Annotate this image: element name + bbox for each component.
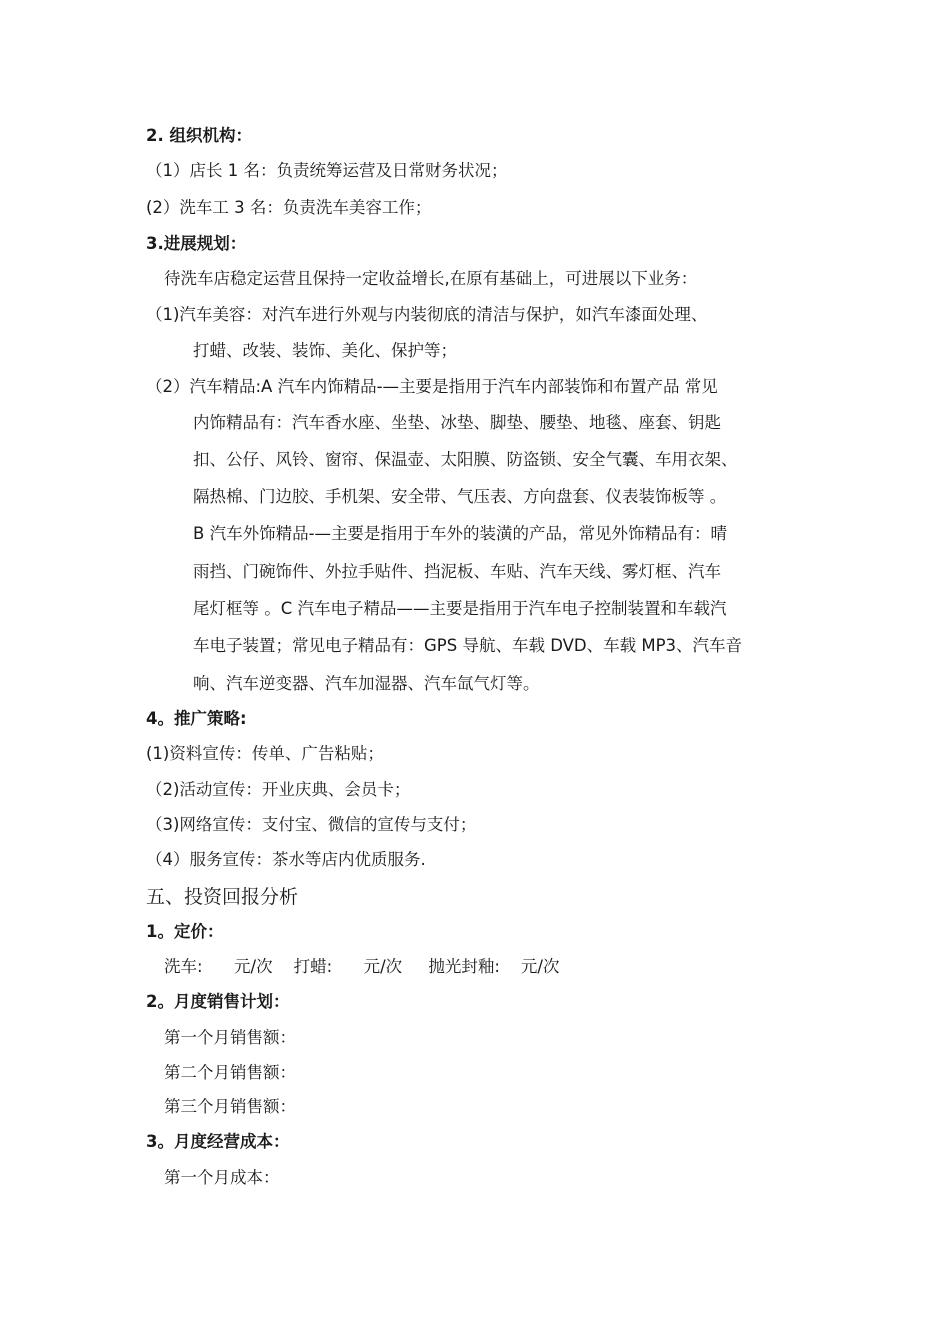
sales-heading: 2。月度销售计划： xyxy=(146,992,290,1011)
promo-item-2: （2)活动宣传：开业庆典、会员卡； xyxy=(146,780,411,799)
plan-intro: 待洗车店稳定运营且保持一定收益增长,在原有基础上，可进展以下业务： xyxy=(164,269,698,288)
plan-item2-line-8: 车电子装置；常见电子精品有：GPS 导航、车载 DVD、车载 MP3、汽车音 xyxy=(193,636,743,655)
sales-item-1: 第一个月销售额： xyxy=(164,1028,296,1047)
plan-item2-line-9: 响、汽车逆变器、汽车加湿器、汽车氙气灯等。 xyxy=(193,674,540,693)
org-item-2: (2）洗车工 3 名：负责洗车美容工作； xyxy=(146,198,432,217)
pricing-line: 洗车: 元/次 打蜡: 元/次 抛光封釉: 元/次 xyxy=(164,957,560,976)
plan-item2-line-3: 扣、公仔、风铃、窗帘、保温壶、太阳膜、防盗锁、安全气囊、车用衣架、 xyxy=(193,450,738,469)
plan-item1-line-2: 打蜡、改装、装饰、美化、保护等； xyxy=(193,341,457,360)
plan-item2-line-1: （2）汽车精品:A 汽车内饰精品-—主要是指用于汽车内部装饰和布置产品 常见 xyxy=(146,377,718,396)
sales-item-3: 第三个月销售额： xyxy=(164,1097,296,1116)
plan-item1-line-1: （1)汽车美容：对汽车进行外观与内装彻底的清洁与保护，如汽车漆面处理、 xyxy=(146,305,708,324)
pricing-heading: 1。定价： xyxy=(146,922,224,941)
section5-title: 五、投资回报分析 xyxy=(146,886,299,908)
org-item-1: （1）店长 1 名：负责统筹运营及日常财务状况； xyxy=(146,161,508,180)
plan-item2-line-6: 雨挡、门碗饰件、外拉手贴件、挡泥板、车贴、汽车天线、雾灯框、汽车 xyxy=(193,562,721,581)
costs-item-1: 第一个月成本： xyxy=(164,1168,280,1187)
plan-item2-line-4: 隔热棉、门边胶、手机架、安全带、气压表、方向盘套、仪表装饰板等 。 xyxy=(193,487,727,506)
promo-heading: 4。推广策略: xyxy=(146,709,247,728)
costs-heading: 3。月度经营成本： xyxy=(146,1132,290,1151)
plan-heading: 3.进展规划： xyxy=(146,234,247,253)
plan-item2-line-5: B 汽车外饰精品-—主要是指用于车外的装潢的产品，常见外饰精品有：晴 xyxy=(193,524,728,543)
promo-item-3: （3)网络宣传：支付宝、微信的宣传与支付； xyxy=(146,815,477,834)
promo-item-1: (1)资料宣传：传单、广告粘贴； xyxy=(146,744,384,763)
org-heading: 2. 组织机构： xyxy=(146,126,252,145)
plan-item2-line-2: 内饰精品有：汽车香水座、坐垫、冰垫、脚垫、腰垫、地毯、座套、钥匙 xyxy=(193,413,721,432)
sales-item-2: 第二个月销售额： xyxy=(164,1063,296,1082)
plan-item2-line-7: 尾灯框等 。C 汽车电子精品——主要是指用于汽车电子控制装置和车载汽 xyxy=(193,599,727,618)
promo-item-4: （4）服务宣传：茶水等店内优质服务. xyxy=(146,850,426,869)
